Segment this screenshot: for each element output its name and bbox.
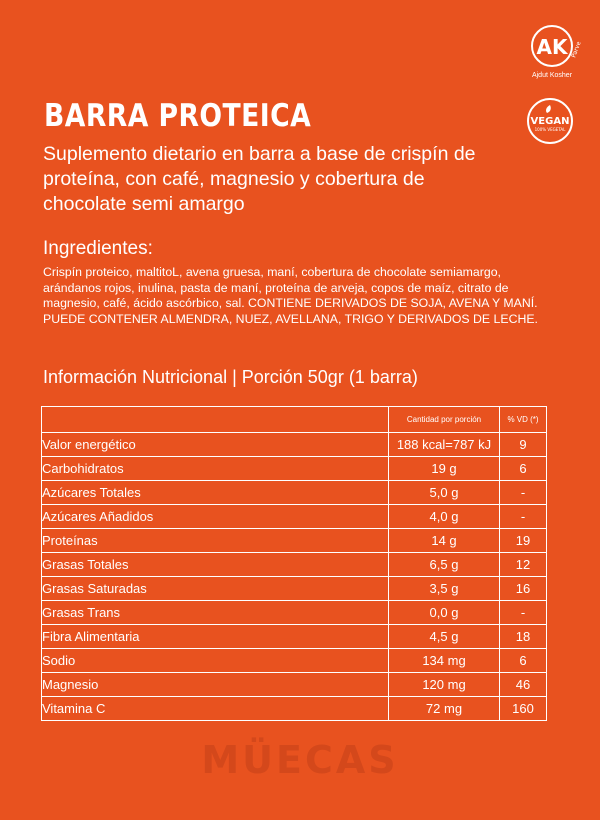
table-row <box>42 577 547 601</box>
nutrition-heading: Información Nutricional | Porción 50gr (1 barra) <box>43 367 418 387</box>
nutrient-vd: 160 <box>500 697 547 721</box>
nutrition-header-blank <box>42 407 389 433</box>
nutrient-vd: - <box>500 481 547 505</box>
nutrient-qty: 5,0 g <box>389 481 500 505</box>
nutrient-qty: 134 mg <box>389 649 500 673</box>
nutrient-vd: 19 <box>500 529 547 553</box>
nutrient-label: Magnesio <box>42 673 389 697</box>
nutrient-label: Fibra Alimentaria <box>42 625 389 649</box>
nutrient-qty: 19 g <box>389 457 500 481</box>
table-row <box>42 601 547 625</box>
kosher-label: Ajdut Kosher <box>531 72 573 79</box>
nutrient-qty: 72 mg <box>389 697 500 721</box>
nutrition-table <box>41 406 547 721</box>
kosher-mark: AK <box>536 35 568 59</box>
nutrient-label: Vitamina C <box>42 697 389 721</box>
ingredients-heading: Ingredientes: <box>43 238 153 259</box>
product-title: BARRA PROTEICA <box>44 98 312 134</box>
vegan-label: VEGAN <box>530 116 570 127</box>
nutrient-qty: 0,0 g <box>389 601 500 625</box>
leaf-icon <box>546 105 551 113</box>
nutrition-header-qty: Cantidad por porción <box>389 407 500 433</box>
nutrient-qty: 4,0 g <box>389 505 500 529</box>
nutrient-qty: 6,5 g <box>389 553 500 577</box>
table-row <box>42 625 547 649</box>
brand-logo: MÜECAS <box>201 738 399 782</box>
kosher-logo <box>521 22 583 86</box>
nutrient-vd: 9 <box>500 433 547 457</box>
nutrient-label: Grasas Trans <box>42 601 389 625</box>
table-row <box>42 529 547 553</box>
table-row <box>42 697 547 721</box>
table-row <box>42 433 547 457</box>
table-row <box>42 505 547 529</box>
vegan-logo <box>525 96 575 146</box>
nutrient-vd: - <box>500 601 547 625</box>
nutrient-qty: 120 mg <box>389 673 500 697</box>
nutrient-label: Carbohidratos <box>42 457 389 481</box>
kosher-parve: Parve <box>570 40 583 59</box>
ingredients-text: Crispín proteico, maltitoL, avena gruesa, maní, cobertura de chocolate semiamargo, arándanos rojos, inulina, pasta de maní, proteína de arveja, copos de maíz, citrato de magnesio, café, ácido ascórbico, sal. CONTIENE DERIVADOS DE SOJA, AVENA Y MANÍ. PUEDE CONTENER ALMENDRA, NUEZ, AVELLANA, TRIGO Y DERIVADOS DE LECHE. <box>43 265 538 326</box>
table-row <box>42 649 547 673</box>
nutrient-vd: 16 <box>500 577 547 601</box>
nutrient-qty: 3,5 g <box>389 577 500 601</box>
nutrient-vd: 46 <box>500 673 547 697</box>
nutrient-label: Grasas Saturadas <box>42 577 389 601</box>
nutrient-vd: 12 <box>500 553 547 577</box>
nutrient-label: Sodio <box>42 649 389 673</box>
nutrient-qty: 4,5 g <box>389 625 500 649</box>
nutrient-label: Proteínas <box>42 529 389 553</box>
nutrient-label: Azúcares Totales <box>42 481 389 505</box>
table-row <box>42 553 547 577</box>
nutrient-qty: 188 kcal=787 kJ <box>389 433 500 457</box>
nutrient-label: Azúcares Añadidos <box>42 505 389 529</box>
nutrient-vd: 18 <box>500 625 547 649</box>
product-subtitle: Suplemento dietario en barra a base de crispín de proteína, con café, magnesio y cobertura de chocolate semi amargo <box>43 143 476 215</box>
nutrition-header-vd: % VD (*) <box>500 407 547 433</box>
nutrient-label: Valor energético <box>42 433 389 457</box>
nutrient-qty: 14 g <box>389 529 500 553</box>
kosher-seal-icon <box>521 22 583 72</box>
nutrient-vd: - <box>500 505 547 529</box>
table-row <box>42 457 547 481</box>
table-row <box>42 481 547 505</box>
nutrient-label: Grasas Totales <box>42 553 389 577</box>
nutrient-vd: 6 <box>500 457 547 481</box>
vegan-sub: 100% VEGETAL <box>534 127 566 132</box>
nutrition-header-row <box>42 407 547 433</box>
nutrient-vd: 6 <box>500 649 547 673</box>
table-row <box>42 673 547 697</box>
vegan-badge-icon <box>525 96 575 146</box>
